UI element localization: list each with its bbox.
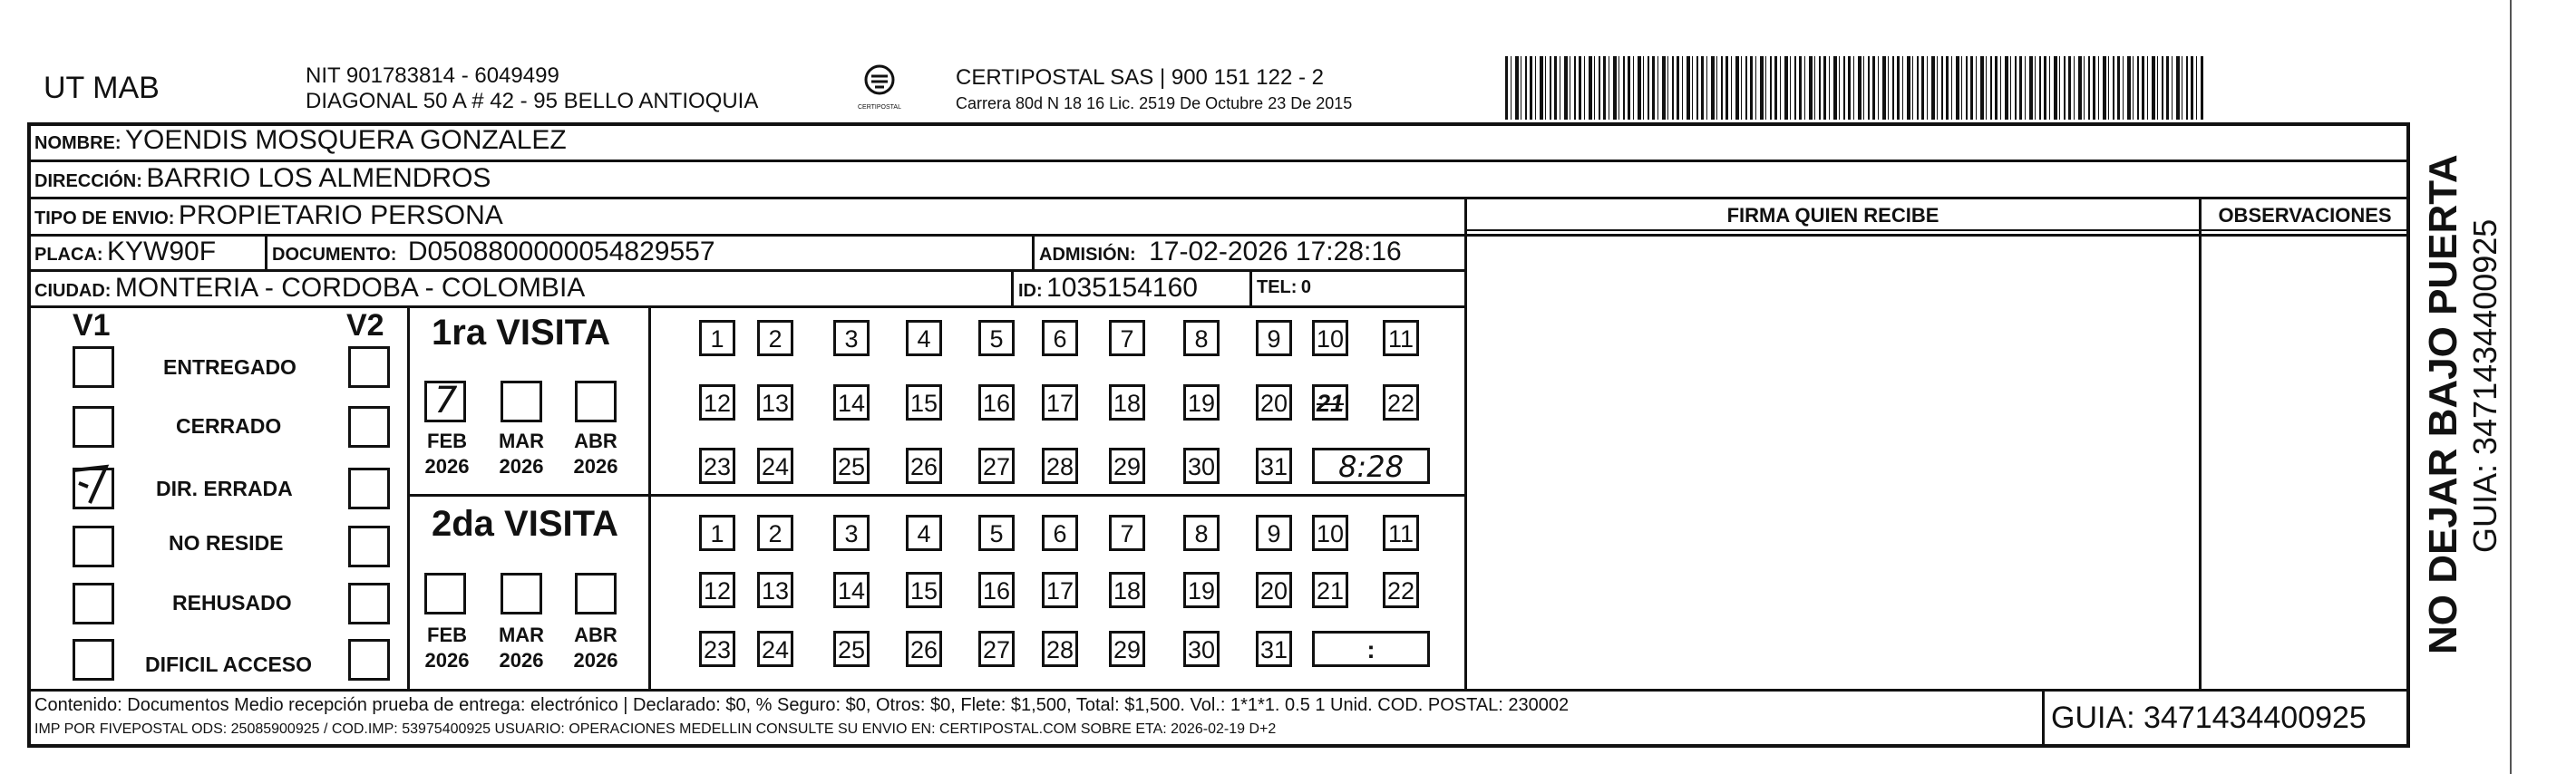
second-visit-title: 2da VISITA <box>432 504 618 544</box>
receiver-signature-area[interactable] <box>1469 237 2197 687</box>
address-label: DIRECCIÓN: <box>34 171 142 191</box>
second-visit-time-box[interactable] <box>1312 631 1430 667</box>
first-visit-day-8[interactable]: 8 <box>1183 320 1220 356</box>
plate-row <box>34 237 216 267</box>
second-visit-day-11[interactable]: 11 <box>1383 515 1419 551</box>
second-visit-day-2[interactable]: 2 <box>757 515 793 551</box>
second-visit-day-5[interactable]: 5 <box>978 515 1015 551</box>
first-time-mark: 8:28 <box>1338 450 1404 484</box>
first-visit-day-3[interactable]: 3 <box>833 320 870 356</box>
second-visit-day-30[interactable]: 30 <box>1183 631 1220 667</box>
second-visit-day-13[interactable]: 13 <box>757 572 793 608</box>
status-cerrado: CERRADO <box>176 414 282 438</box>
v2-checkbox-entregado[interactable] <box>348 346 390 388</box>
second-visit-day-15[interactable]: 15 <box>906 572 942 608</box>
city-row <box>34 273 585 304</box>
v1-checkbox-no-reside[interactable] <box>73 526 114 567</box>
v2-header: V2 <box>346 308 384 343</box>
first-visit-time-box[interactable] <box>1312 448 1430 484</box>
second-visit-day-17[interactable]: 17 <box>1042 572 1078 608</box>
first-visit-month-abr[interactable] <box>575 381 617 422</box>
nit-line: NIT 901783814 - 6049499 <box>306 63 559 88</box>
second-time-placeholder: : <box>1366 636 1375 663</box>
v2-checkbox-dir-errada[interactable] <box>348 468 390 509</box>
type-row <box>34 200 503 231</box>
second-visit-day-23[interactable]: 23 <box>699 631 735 667</box>
second-visit-day-9[interactable]: 9 <box>1256 515 1292 551</box>
first-visit-day-26[interactable]: 26 <box>906 448 942 484</box>
first-visit-day-21[interactable]: 21 <box>1312 384 1348 421</box>
second-visit-day-12[interactable]: 12 <box>699 572 735 608</box>
logo-caption: CERTIPOSTAL <box>858 104 901 111</box>
first-visit-day-1[interactable]: 1 <box>699 320 735 356</box>
first-visit-day-13[interactable]: 13 <box>757 384 793 421</box>
first-visit-day-30[interactable]: 30 <box>1183 448 1220 484</box>
first-month-abr-label: ABR <box>574 430 617 452</box>
shipment-type: PROPIETARIO PERSONA <box>178 200 503 230</box>
sender-address: DIAGONAL 50 A # 42 - 95 BELLO ANTIOQUIA <box>306 89 759 113</box>
city-value: MONTERIA - CORDOBA - COLOMBIA <box>114 273 586 303</box>
no-dejar-bajo-puerta: NO DEJAR BAJO PUERTA <box>2421 154 2465 654</box>
second-visit-month-mar[interactable] <box>501 573 542 614</box>
second-visit-day-7[interactable]: 7 <box>1109 515 1145 551</box>
first-visit-day-24[interactable]: 24 <box>757 448 793 484</box>
document-value: D0508800000054829557 <box>407 237 715 266</box>
receiver-signature-label: FIRMA QUIEN RECIBE <box>1726 204 1939 227</box>
second-visit-day-3[interactable]: 3 <box>833 515 870 551</box>
v2-checkbox-no-reside[interactable] <box>348 526 390 567</box>
admission-row <box>1039 237 1402 267</box>
v2-checkbox-rehusado[interactable] <box>348 583 390 624</box>
first-month-mar-label: MAR <box>498 430 545 452</box>
first-visit-day-18[interactable]: 18 <box>1109 384 1145 421</box>
second-visit-day-10[interactable]: 10 <box>1312 515 1348 551</box>
second-visit-day-31[interactable]: 31 <box>1256 631 1292 667</box>
first-year-feb-label: 2026 <box>424 455 470 478</box>
v1-checkbox-rehusado[interactable] <box>73 583 114 624</box>
first-visit-day-7[interactable]: 7 <box>1109 320 1145 356</box>
second-visit-day-16[interactable]: 16 <box>978 572 1015 608</box>
side-guia: GUIA: 3471434400925 <box>2466 218 2503 553</box>
name-label: NOMBRE: <box>34 133 122 153</box>
tel-value: 0 <box>1300 277 1312 297</box>
address-row <box>34 163 491 194</box>
first-visit-day-9[interactable]: 9 <box>1256 320 1292 356</box>
first-year-mar-label: 2026 <box>499 455 544 478</box>
id-row <box>1018 273 1198 304</box>
first-visit-day-12[interactable]: 12 <box>699 384 735 421</box>
id-label: ID: <box>1018 281 1043 301</box>
v1-checkbox-dir-errada[interactable] <box>73 468 114 509</box>
second-visit-day-22[interactable]: 22 <box>1383 572 1419 608</box>
second-visit-day-6[interactable]: 6 <box>1042 515 1078 551</box>
first-month-mark: 7 <box>434 380 458 421</box>
second-visit-day-20[interactable]: 20 <box>1256 572 1292 608</box>
second-year-mar-label: 2026 <box>499 649 544 672</box>
second-month-abr-label: ABR <box>574 624 617 646</box>
second-visit-day-18[interactable]: 18 <box>1109 572 1145 608</box>
status-dificil-acceso: DIFICIL ACCESO <box>145 653 313 676</box>
handwritten-check-mark <box>70 463 112 505</box>
first-visit-day-31[interactable]: 31 <box>1256 448 1292 484</box>
type-label: TIPO DE ENVIO: <box>34 208 175 228</box>
first-visit-day-28[interactable]: 28 <box>1042 448 1078 484</box>
name-row <box>34 125 567 156</box>
license-line: Carrera 80d N 18 16 Lic. 2519 De Octubre 23 De 2015 <box>956 94 1353 112</box>
second-visit-day-29[interactable]: 29 <box>1109 631 1145 667</box>
footer-guia: GUIA: 3471434400925 <box>2051 701 2367 735</box>
tel-label: TEL: <box>1257 277 1298 297</box>
second-month-mar-label: MAR <box>498 624 545 646</box>
status-dir-errada: DIR. ERRADA <box>156 477 293 500</box>
v1-checkbox-entregado[interactable] <box>73 346 114 388</box>
v2-checkbox-cerrado[interactable] <box>348 406 390 448</box>
id-value: 1035154160 <box>1046 273 1198 303</box>
first-visit-day-22[interactable]: 22 <box>1383 384 1419 421</box>
second-year-feb-label: 2026 <box>424 649 470 672</box>
first-year-abr-label: 2026 <box>573 455 618 478</box>
second-visit-day-21[interactable]: 21 <box>1312 572 1348 608</box>
v1-checkbox-cerrado[interactable] <box>73 406 114 448</box>
second-visit-day-1[interactable]: 1 <box>699 515 735 551</box>
status-rehusado: REHUSADO <box>172 591 292 614</box>
tel-row <box>1257 277 1311 298</box>
first-visit-month-feb[interactable] <box>424 381 466 422</box>
first-visit-day-4[interactable]: 4 <box>906 320 942 356</box>
second-visit-month-abr[interactable] <box>575 573 617 614</box>
second-visit-day-24[interactable]: 24 <box>757 631 793 667</box>
observations-area[interactable] <box>2203 237 2406 687</box>
first-visit-day-2[interactable]: 2 <box>757 320 793 356</box>
plate-value: KYW90F <box>107 237 217 266</box>
second-visit-day-19[interactable]: 19 <box>1183 572 1220 608</box>
first-visit-day-15[interactable]: 15 <box>906 384 942 421</box>
second-visit-day-8[interactable]: 8 <box>1183 515 1220 551</box>
certipostal-logo <box>857 63 902 116</box>
document-label: DOCUMENTO: <box>272 245 397 265</box>
plate-label: PLACA: <box>34 245 103 265</box>
content-line: Contenido: Documentos Medio recepción prueba de entrega: electrónico | Declarado: $0, % Seguro: $0, Otros: $0, Flete: $1,500, Total: $1,500. Vol.: 1*1*1. 0.5 1 Unid. COD. POSTAL: 230002 <box>34 695 1570 715</box>
first-visit-day-6[interactable]: 6 <box>1042 320 1078 356</box>
first-visit-day-10[interactable]: 10 <box>1312 320 1348 356</box>
second-visit-day-28[interactable]: 28 <box>1042 631 1078 667</box>
document-row <box>272 237 715 267</box>
v2-checkbox-dificil-acceso[interactable] <box>348 639 390 681</box>
first-visit-day-29[interactable]: 29 <box>1109 448 1145 484</box>
second-visit-day-14[interactable]: 14 <box>833 572 870 608</box>
recipient-name: YOENDIS MOSQUERA GONZALEZ <box>125 125 567 155</box>
observations-label: OBSERVACIONES <box>2218 204 2392 227</box>
v1-header: V1 <box>73 308 111 343</box>
first-visit-day-14[interactable]: 14 <box>833 384 870 421</box>
first-visit-day-16[interactable]: 16 <box>978 384 1015 421</box>
first-visit-day-25[interactable]: 25 <box>833 448 870 484</box>
first-visit-day-27[interactable]: 27 <box>978 448 1015 484</box>
second-year-abr-label: 2026 <box>573 649 618 672</box>
recipient-address: BARRIO LOS ALMENDROS <box>146 163 491 193</box>
right-edge-line <box>2510 0 2512 774</box>
second-month-feb-label: FEB <box>427 624 467 646</box>
first-visit-month-mar[interactable] <box>501 381 542 422</box>
carrier-line: CERTIPOSTAL SAS | 900 151 122 - 2 <box>956 65 1324 90</box>
company-short: UT MAB <box>44 71 160 105</box>
status-no-reside: NO RESIDE <box>169 531 284 555</box>
second-visit-day-4[interactable]: 4 <box>906 515 942 551</box>
second-visit-day-27[interactable]: 27 <box>978 631 1015 667</box>
first-visit-day-11[interactable]: 11 <box>1383 320 1419 356</box>
first-visit-day-5[interactable]: 5 <box>978 320 1015 356</box>
admission-value: 17-02-2026 17:28:16 <box>1149 237 1402 266</box>
first-month-feb-label: FEB <box>427 430 467 452</box>
first-visit-day-23[interactable]: 23 <box>699 448 735 484</box>
second-visit-day-25[interactable]: 25 <box>833 631 870 667</box>
first-visit-day-17[interactable]: 17 <box>1042 384 1078 421</box>
second-visit-month-feb[interactable] <box>424 573 466 614</box>
v1-checkbox-dificil-acceso[interactable] <box>73 639 114 681</box>
imp-line: IMP POR FIVEPOSTAL ODS: 25085900925 / COD.IMP: 53975400925 USUARIO: OPERACIONES MEDELLIN CONSULTE SU ENVIO EN: CERTIPOSTAL.COM SOBRE ETA: 2026-02-19 D+2 <box>34 721 1277 737</box>
first-visit-day-19[interactable]: 19 <box>1183 384 1220 421</box>
first-visit-day-20[interactable]: 20 <box>1256 384 1292 421</box>
status-entregado: ENTREGADO <box>163 355 296 379</box>
admission-label: ADMISIÓN: <box>1039 245 1136 265</box>
barcode <box>1505 56 2203 120</box>
second-visit-day-26[interactable]: 26 <box>906 631 942 667</box>
city-label: CIUDAD: <box>34 281 112 301</box>
first-visit-title: 1ra VISITA <box>432 313 611 353</box>
